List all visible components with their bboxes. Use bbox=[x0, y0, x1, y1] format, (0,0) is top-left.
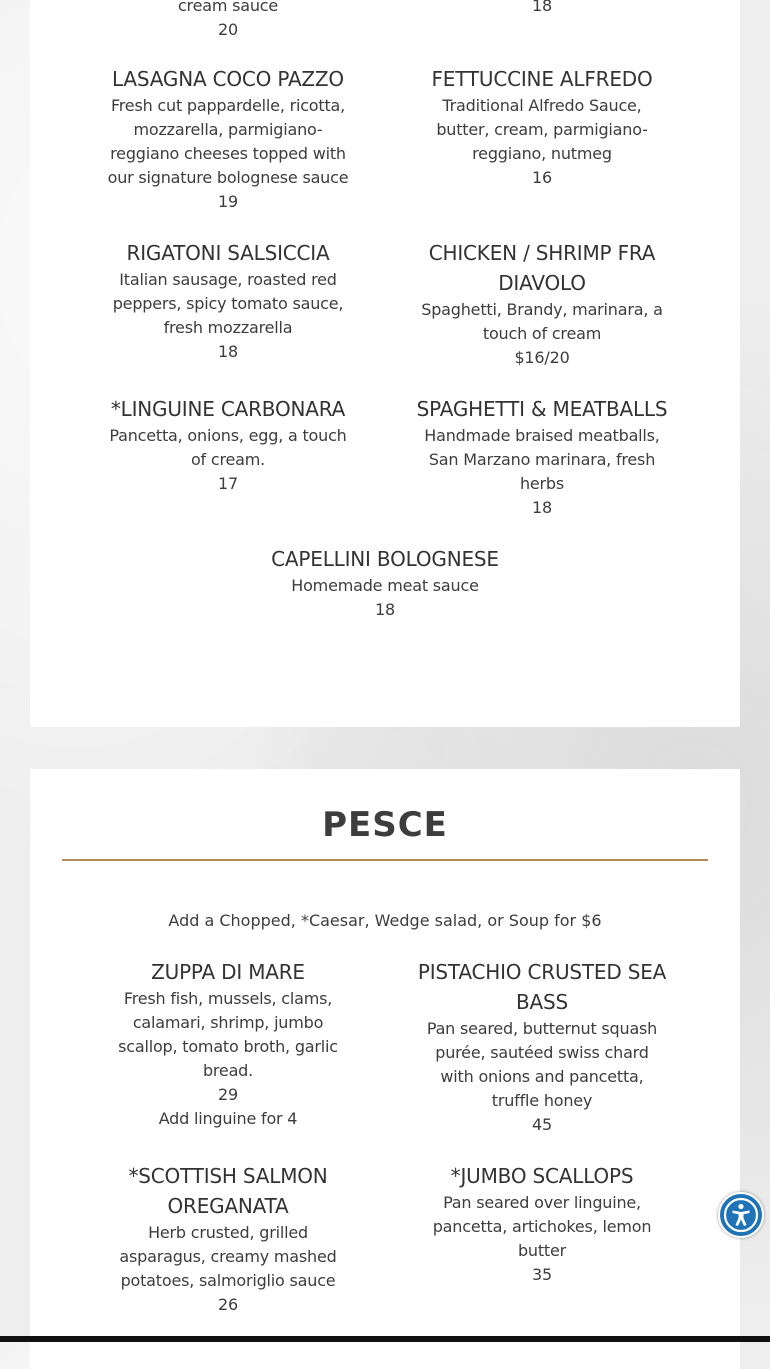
pasta-panel bbox=[30, 0, 740, 727]
dish-name: FETTUCCINE ALFREDO bbox=[431, 67, 653, 91]
dish-description: Spaghetti, Brandy, marinara, a touch of cream bbox=[421, 300, 663, 343]
dish-name: *LINGUINE CARBONARA bbox=[110, 397, 346, 421]
menu-item bbox=[412, 64, 672, 190]
footer-bar bbox=[0, 1336, 770, 1342]
dish-description: cream sauce bbox=[177, 0, 279, 15]
dish-name: ZUPPA DI MARE bbox=[151, 960, 305, 984]
dish-addon: Add linguine for 4 bbox=[158, 1109, 298, 1128]
dish-description: Handmade braised meatballs, San Marzano marinara, fresh herbs bbox=[424, 426, 660, 493]
dish-price: 26 bbox=[218, 1295, 238, 1314]
accessibility-button[interactable] bbox=[718, 1192, 764, 1238]
dish-name: PISTACHIO CRUSTED SEA BASS bbox=[417, 960, 667, 1014]
menu-item bbox=[98, 394, 358, 496]
dish-price: $16/20 bbox=[514, 348, 570, 367]
dish-price: 18 bbox=[218, 342, 238, 361]
dish-price: 18 bbox=[532, 498, 552, 517]
menu-item bbox=[412, 394, 672, 520]
dish-name: CAPELLINI BOLOGNESE bbox=[271, 547, 499, 571]
dish-name: LASAGNA COCO PAZZO bbox=[112, 67, 344, 91]
dish-name: *SCOTTISH SALMON OREGANATA bbox=[128, 1164, 328, 1218]
section-note: Add a Chopped, *Caesar, Wedge salad, or Soup for $6 bbox=[168, 911, 602, 930]
dish-name: SPAGHETTI & MEATBALLS bbox=[416, 397, 668, 421]
dish-description: Fresh cut pappardelle, ricotta, mozzarella, parmigiano-reggiano cheeses topped with our signature bolognese sauce bbox=[107, 96, 349, 187]
dish-description: Pan seared, butternut squash purée, sautéed swiss chard with onions and pancetta, truffle honey bbox=[426, 1019, 658, 1110]
dish-description: Pan seared over linguine, pancetta, artichokes, lemon butter bbox=[432, 1193, 652, 1260]
menu-item-cutoff-left bbox=[98, 0, 358, 42]
dish-name: RIGATONI SALSICCIA bbox=[126, 241, 330, 265]
menu-item bbox=[98, 1161, 358, 1317]
dish-name: CHICKEN / SHRIMP FRA DIAVOLO bbox=[428, 241, 656, 295]
menu-item bbox=[98, 238, 358, 364]
menu-item bbox=[412, 1161, 672, 1287]
pesce-panel bbox=[30, 769, 740, 1369]
menu-item bbox=[98, 64, 358, 214]
section-title: PESCE bbox=[322, 805, 448, 845]
dish-price: 20 bbox=[218, 20, 238, 39]
dish-price: 35 bbox=[532, 1265, 552, 1284]
dish-description: Herb crusted, grilled asparagus, creamy mashed potatoes, salmoriglio sauce bbox=[119, 1223, 337, 1290]
section-divider bbox=[62, 859, 708, 861]
dish-price: 18 bbox=[532, 0, 552, 15]
dish-description: Italian sausage, roasted red peppers, spicy tomato sauce, fresh mozzarella bbox=[112, 270, 344, 337]
menu-item-cutoff-right bbox=[412, 0, 672, 18]
dish-price: 45 bbox=[532, 1115, 552, 1134]
menu-item bbox=[257, 544, 513, 622]
dish-price: 16 bbox=[532, 168, 552, 187]
dish-description: Fresh fish, mussels, clams, calamari, shrimp, jumbo scallop, tomato broth, garlic bread. bbox=[118, 989, 338, 1080]
dish-description: Homemade meat sauce bbox=[291, 576, 479, 595]
menu-item bbox=[98, 957, 358, 1131]
dish-price: 17 bbox=[218, 474, 238, 493]
dish-description: Pancetta, onions, egg, a touch of cream. bbox=[109, 426, 347, 469]
dish-description: Traditional Alfredo Sauce, butter, cream, parmigiano-reggiano, nutmeg bbox=[436, 96, 648, 163]
dish-name: *JUMBO SCALLOPS bbox=[450, 1164, 634, 1188]
menu-item bbox=[412, 238, 672, 370]
accessibility-icon bbox=[720, 1194, 762, 1236]
menu-item bbox=[412, 957, 672, 1137]
dish-price: 18 bbox=[375, 600, 395, 619]
dish-price: 29 bbox=[218, 1085, 238, 1104]
dish-price: 19 bbox=[218, 192, 238, 211]
